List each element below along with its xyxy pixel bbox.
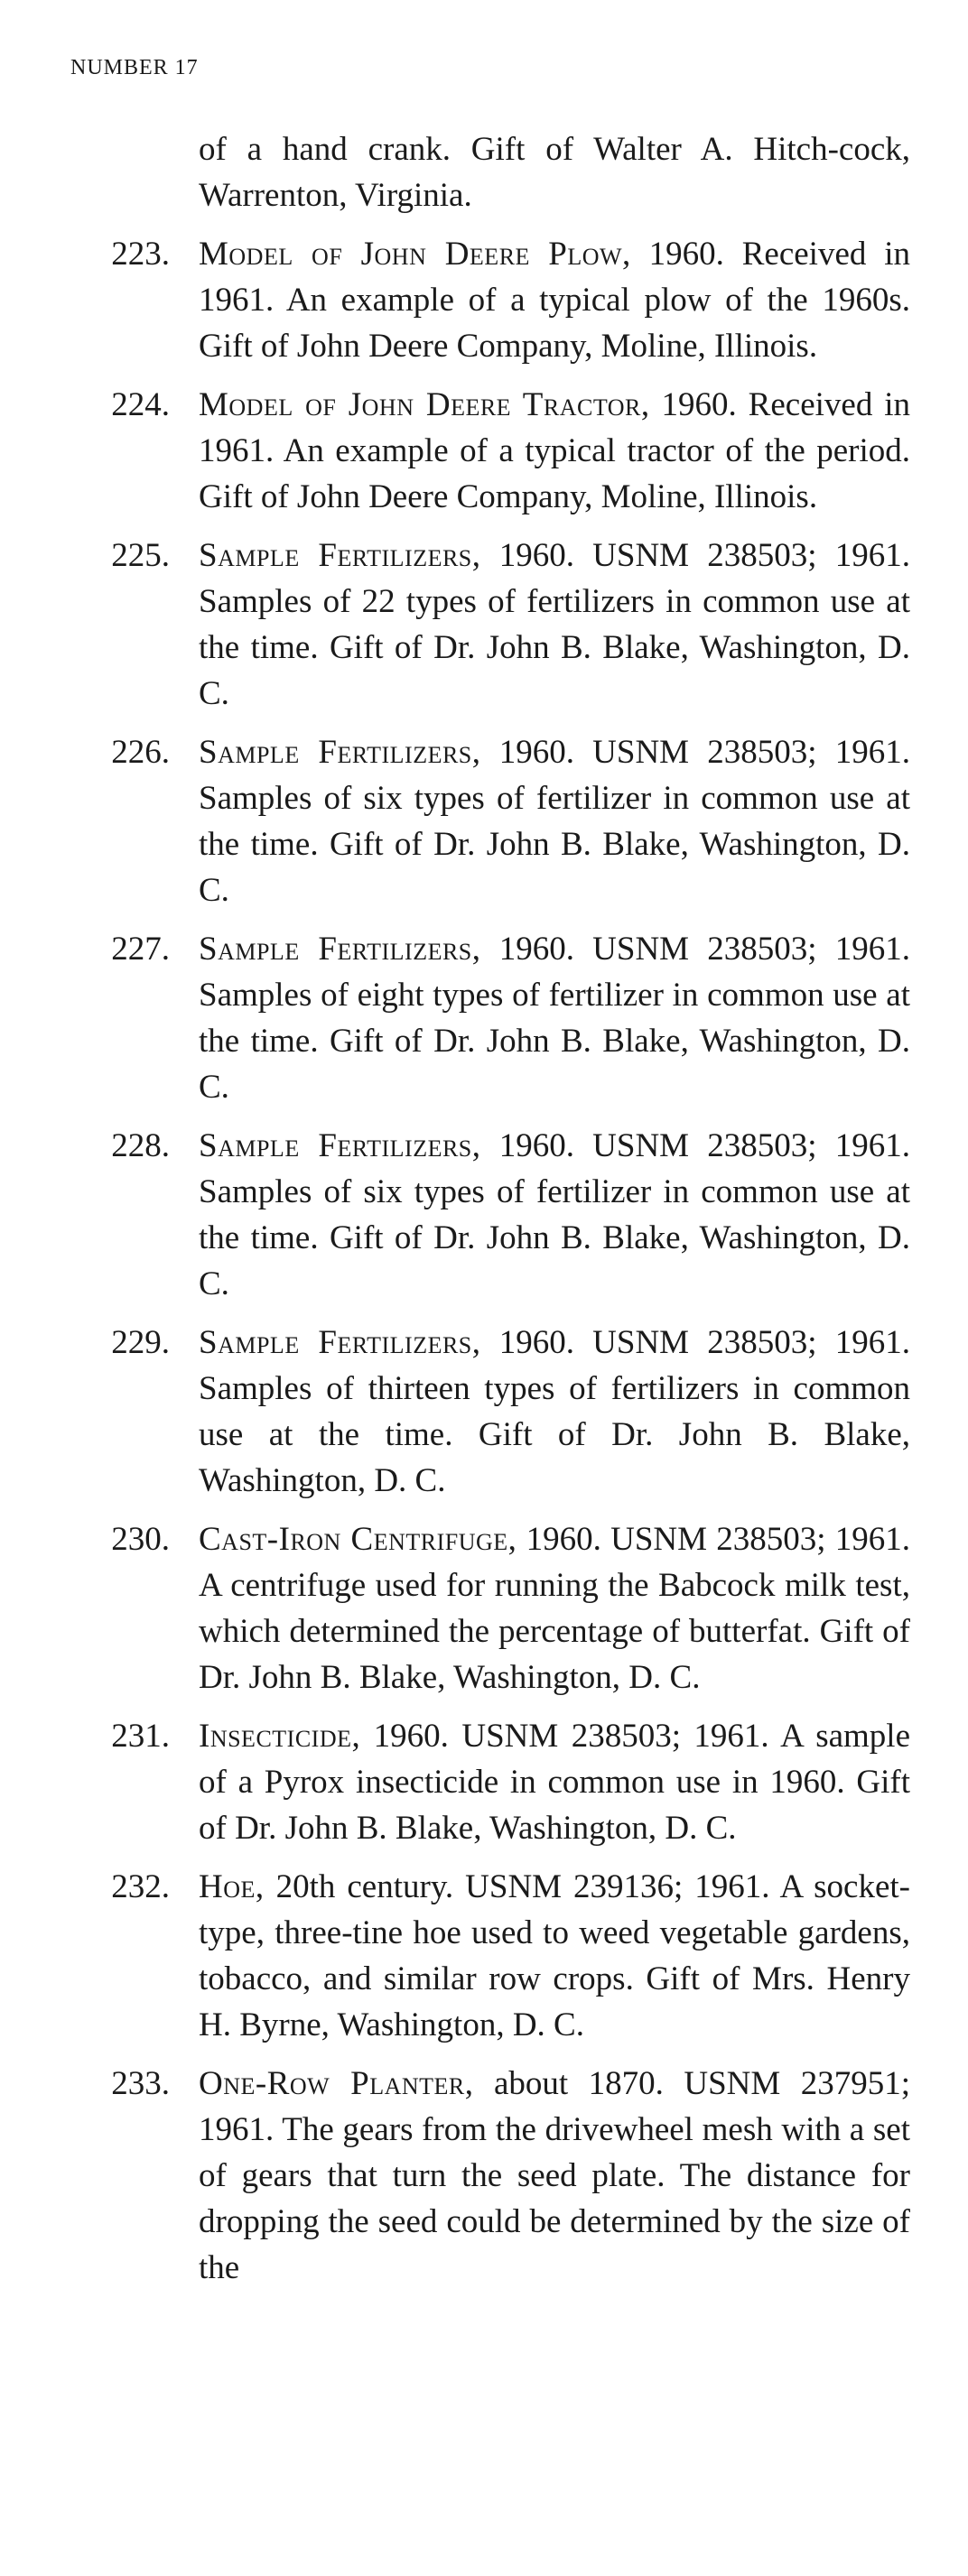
entry-text: 1960. USNM 238503; 1961. Samples of thirteen types of fertilizers in common use at the time. Gift of Dr. John B. Blake, Washington, D. C. xyxy=(199,1324,910,1499)
entry-text: 1960. USNM 238503; 1961. Samples of six types of fertilizer in common use at the time. Gift of Dr. John B. Blake, Washington, D. C. xyxy=(199,734,910,909)
entry-text: about 1870. USNM 237951; 1961. The gears from the drivewheel mesh with a set of gears that turn the seed plate. The distance for dropping the seed could be determined by the size of the xyxy=(199,2065,911,2286)
catalog-entry xyxy=(70,1864,910,2048)
entry-title: Hoe, xyxy=(199,1868,265,1905)
entry-number: 224. xyxy=(111,386,170,423)
entry-text: 1960. USNM 238503; 1961. A centrifuge used for running the Babcock milk test, which determined the percentage of butterfat. Gift of Dr. John B. Blake, Washington, D. C. xyxy=(199,1521,910,1696)
entry-text: 1960. USNM 238503; 1961. Samples of eight types of fertilizer in common use at the time. Gift of Dr. John B. Blake, Washington, D. C. xyxy=(199,931,910,1106)
continued-entry-text: of a hand crank. Gift of Walter A. Hitch-cock, Warrenton, Virginia. xyxy=(199,131,910,214)
entry-title: Sample Fertilizers, xyxy=(199,734,481,771)
entry-title: Sample Fertilizers, xyxy=(199,931,481,968)
catalog-entry xyxy=(70,926,910,1110)
entry-title: Model of John Deere Tractor, xyxy=(199,386,650,423)
entry-number: 228. xyxy=(111,1127,170,1164)
entry-number: 223. xyxy=(111,236,170,273)
catalog-entry xyxy=(70,231,910,369)
entry-title: Cast-Iron Centrifuge, xyxy=(199,1521,517,1558)
entry-title: One-Row Planter, xyxy=(199,2065,474,2102)
entry-text: 1960. Received in 1961. An example of a typical tractor of the period. Gift of John Deere Company, Moline, Illinois. xyxy=(199,386,910,515)
catalog-entry xyxy=(70,382,910,520)
catalog-entry xyxy=(70,1123,910,1307)
entry-title: Sample Fertilizers, xyxy=(199,1324,481,1361)
entry-number: 229. xyxy=(111,1324,170,1361)
entry-text: 1960. USNM 238503; 1961. A sample of a Pyrox insecticide in common use in 1960. Gift of Dr. John B. Blake, Washington, D. C. xyxy=(199,1718,910,1847)
catalog-entry xyxy=(70,1516,910,1700)
entry-text: 20th century. USNM 239136; 1961. A socket-type, three-tine hoe used to weed vegetable gardens, tobacco, and similar row crops. Gift of Mrs. Henry H. Byrne, Washington, D. C. xyxy=(199,1868,910,2043)
catalog-entry xyxy=(70,729,910,913)
entry-text: 1960. USNM 238503; 1961. Samples of 22 types of fertilizers in common use at the time. Gift of Dr. John B. Blake, Washington, D. C. xyxy=(199,537,910,712)
catalog-entry xyxy=(70,2061,910,2291)
entry-number: 232. xyxy=(111,1868,170,1905)
catalog-entry xyxy=(70,1713,910,1851)
entry-number: 230. xyxy=(111,1521,170,1558)
catalog-entry xyxy=(70,1320,910,1504)
entry-title: Sample Fertilizers, xyxy=(199,1127,481,1164)
entry-number: 226. xyxy=(111,734,170,771)
entry-text: 1960. USNM 238503; 1961. Samples of six types of fertilizer in common use at the time. Gift of Dr. John B. Blake, Washington, D. C. xyxy=(199,1127,910,1302)
entry-number: 227. xyxy=(111,931,170,968)
catalog-entry xyxy=(70,533,910,717)
entry-title: Sample Fertilizers, xyxy=(199,537,481,574)
entry-number: 225. xyxy=(111,537,170,574)
entry-title: Model of John Deere Plow, xyxy=(199,236,631,273)
running-head: NUMBER 17 xyxy=(70,56,199,79)
entry-number: 233. xyxy=(111,2065,170,2102)
entry-text: 1960. Received in 1961. An example of a typical plow of the 1960s. Gift of John Deere Company, Moline, Illinois. xyxy=(199,236,910,365)
entry-title: Insecticide, xyxy=(199,1718,361,1755)
catalog-column xyxy=(70,126,910,2303)
entry-number: 231. xyxy=(111,1718,170,1755)
